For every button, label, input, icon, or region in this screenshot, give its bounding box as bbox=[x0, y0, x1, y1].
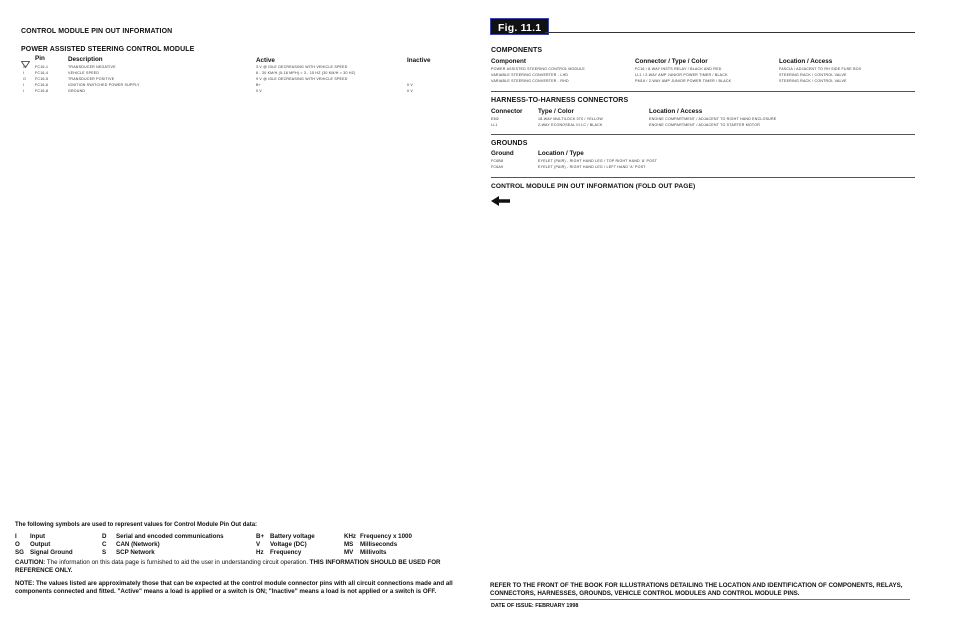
col-connector-type-color: Connector / Type / Color bbox=[635, 58, 708, 65]
component-connector: FC16 / 8-WAY INSTS RELAY / BLACK AND RED bbox=[635, 67, 722, 71]
harness-title: HARNESS-TO-HARNESS CONNECTORS bbox=[491, 97, 629, 104]
io-code: O bbox=[23, 65, 26, 69]
module-title: POWER ASSISTED STEERING CONTROL MODULE bbox=[21, 46, 195, 53]
caution-bold: THIS INFORMATION SHOULD BE USED FOR REFERENCE ONLY. bbox=[15, 559, 441, 574]
legend-value: Frequency bbox=[270, 549, 302, 556]
ground-location: EYELET (PAIR) - RIGHT HAND LEG / TOP RIGHT HAND 'A' POST bbox=[538, 159, 658, 163]
col-ground-location: Location / Type bbox=[538, 150, 584, 157]
legend-key: Hz bbox=[256, 549, 264, 556]
legend-value: CAN (Network) bbox=[116, 541, 160, 548]
legend-key: MS bbox=[344, 541, 354, 548]
pinout-title: CONTROL MODULE PIN OUT INFORMATION bbox=[21, 28, 173, 35]
component-connector: PM16 / 2-WAY AMP JUNIOR POWER TIMER / BLACK bbox=[635, 79, 732, 83]
left-arrow-icon[interactable] bbox=[491, 193, 511, 211]
date-of-issue: DATE OF ISSUE: FEBRUARY 1998 bbox=[491, 603, 579, 609]
section-rule bbox=[491, 177, 915, 178]
ground-id: FC6B8 bbox=[491, 159, 504, 163]
legend-value: Milliseconds bbox=[360, 541, 398, 548]
table-row bbox=[21, 88, 441, 95]
col-inactive: Inactive bbox=[407, 57, 431, 64]
col-ground: Ground bbox=[491, 150, 514, 157]
component-location: FASCIA / ADJACENT TO RH SIDE FUSE BOX bbox=[779, 67, 862, 71]
pin-description: IGNITION SWITCHED POWER SUPPLY bbox=[68, 83, 140, 87]
component-location: STEERING RACK / CONTROL VALVE bbox=[779, 73, 847, 77]
harness-location: ENGINE COMPARTMENT / ADJACENT TO STARTER MOTOR bbox=[649, 123, 761, 127]
legend-key: V bbox=[256, 541, 261, 548]
pin-id: FC16-6 bbox=[35, 83, 49, 87]
section-rule bbox=[491, 91, 915, 92]
legend-value: SCP Network bbox=[116, 549, 155, 556]
component-name: VARIABLE STEERING CONVERTER - RHD bbox=[491, 79, 569, 83]
caution-label: CAUTION: bbox=[15, 559, 46, 566]
legend-key: C bbox=[102, 541, 107, 548]
pin-active: B+ bbox=[256, 83, 261, 87]
legend-row bbox=[15, 541, 475, 548]
pin-active: 8 - 30 KM/H (5-18 MPH) = 3 - 15 HZ (30 KM/H = 30 HZ) bbox=[256, 71, 356, 75]
legend-key: B+ bbox=[256, 533, 265, 540]
legend-value: Output bbox=[30, 541, 51, 548]
components-title: COMPONENTS bbox=[491, 47, 543, 54]
footer-rule bbox=[490, 599, 910, 600]
caution-text bbox=[15, 559, 475, 575]
legend-value: Serial and encoded communications bbox=[116, 533, 224, 540]
table-row bbox=[491, 122, 911, 129]
col-location-access: Location / Access bbox=[779, 58, 833, 65]
legend-row bbox=[15, 533, 475, 540]
io-code: O bbox=[23, 77, 26, 81]
legend-value: Input bbox=[30, 533, 46, 540]
legend-key: D bbox=[102, 533, 107, 540]
col-type-color: Type / Color bbox=[538, 108, 574, 115]
pin-id: FC16-5 bbox=[35, 77, 49, 81]
pin-id: FC16-4 bbox=[35, 71, 49, 75]
note-body: The values listed are approximately those that can be expected at the control module connector pins with all circuit connections made and all components connected and fitted. "Active" means a load is applied or a switch is ON; "Inactive" means a load is not applied or a switch is OFF. bbox=[15, 580, 453, 595]
col-active: Active bbox=[256, 57, 275, 64]
section-rule bbox=[491, 134, 915, 135]
figure-badge bbox=[490, 18, 549, 35]
ground-location: EYELET (PAIR) - RIGHT HAND LEG / LEFT HAND 'A' POST bbox=[538, 165, 646, 169]
legend-key: O bbox=[15, 541, 20, 548]
legend-row bbox=[15, 549, 475, 556]
foldout-title: CONTROL MODULE PIN OUT INFORMATION (FOLD OUT PAGE) bbox=[491, 183, 696, 190]
pin-id: FC16-8 bbox=[35, 89, 49, 93]
table-row bbox=[491, 164, 911, 171]
refer-text: REFER TO THE FRONT OF THE BOOK FOR ILLUSTRATIONS DETAILING THE LOCATION AND IDENTIFICATION OF COMPONENTS, RELAYS, CONNECTORS, HARNESSES, GROUNDS, VEHICLE CONTROL MODULES AND CONTROL MODULE PINS. bbox=[490, 582, 903, 597]
pin-description: TRANSDUCER NEGATIVE bbox=[68, 65, 116, 69]
harness-type: 18-WAY MULTILOCK 070 / YELLOW bbox=[538, 117, 603, 121]
pin-active: 0 V bbox=[256, 89, 262, 93]
pin-active: 3 V @ IDLE DECREASING WITH VEHICLE SPEED bbox=[256, 65, 348, 69]
col-description: Description bbox=[68, 56, 103, 63]
note-label: NOTE: bbox=[15, 580, 35, 587]
legend-key: SG bbox=[15, 549, 24, 556]
legend-key: I bbox=[15, 533, 17, 540]
table-row bbox=[491, 78, 911, 85]
legend-value: Signal Ground bbox=[30, 549, 73, 556]
legend-value: Battery voltage bbox=[270, 533, 315, 540]
legend-value: Millivolts bbox=[360, 549, 387, 556]
col-harness-location: Location / Access bbox=[649, 108, 703, 115]
pin-inactive: 0 V bbox=[407, 89, 413, 93]
legend-intro: The following symbols are used to represent values for Control Module Pin Out data: bbox=[15, 522, 258, 528]
harness-location: ENGINE COMPARTMENT / ADJACENT TO RIGHT HAND ENCLOSURE bbox=[649, 117, 777, 121]
legend-value: Frequency x 1000 bbox=[360, 533, 412, 540]
component-name: VARIABLE STEERING CONVERTER - LHD bbox=[491, 73, 569, 77]
legend-key: S bbox=[102, 549, 107, 556]
pin-inactive: 0 V bbox=[407, 83, 413, 87]
col-component: Component bbox=[491, 58, 526, 65]
component-location: STEERING RACK / CONTROL VALVE bbox=[779, 79, 847, 83]
pin-description: VEHICLE SPEED bbox=[68, 71, 100, 75]
grounds-title: GROUNDS bbox=[491, 140, 528, 147]
pin-description: TRANSDUCER POSITIVE bbox=[68, 77, 115, 81]
pin-description: GROUND bbox=[68, 89, 86, 93]
io-code: I bbox=[23, 89, 25, 93]
legend-key: MV bbox=[344, 549, 354, 556]
pin-id: FC16-1 bbox=[35, 65, 49, 69]
component-name: POWER ASSISTED STEERING CONTROL MODULE bbox=[491, 67, 585, 71]
harness-connector: EM2 bbox=[491, 117, 499, 121]
col-pin: Pin bbox=[35, 55, 45, 62]
figure-label: Fig. 11.1 bbox=[498, 22, 542, 34]
ground-id: FC6A9 bbox=[491, 165, 504, 169]
note-text bbox=[15, 580, 475, 596]
legend-key: KHz bbox=[344, 533, 357, 540]
component-connector: LL1 / 2-WAY AMP JUNIOR POWER TIMER / BLACK bbox=[635, 73, 728, 77]
io-code: I bbox=[23, 71, 25, 75]
io-code: I bbox=[23, 83, 25, 87]
harness-connector: LL1 bbox=[491, 123, 498, 127]
header-rule bbox=[545, 32, 915, 33]
col-connector: Connector bbox=[491, 108, 523, 115]
caution-body: The information on this data page is furnished to aid the user in understanding circuit operation. bbox=[46, 559, 308, 566]
harness-type: 2-WAY ECONOSEAL III LC / BLACK bbox=[538, 123, 603, 127]
pin-active: 9 V @ IDLE DECREASING WITH VEHICLE SPEED bbox=[256, 77, 348, 81]
legend-value: Voltage (DC) bbox=[270, 541, 307, 548]
